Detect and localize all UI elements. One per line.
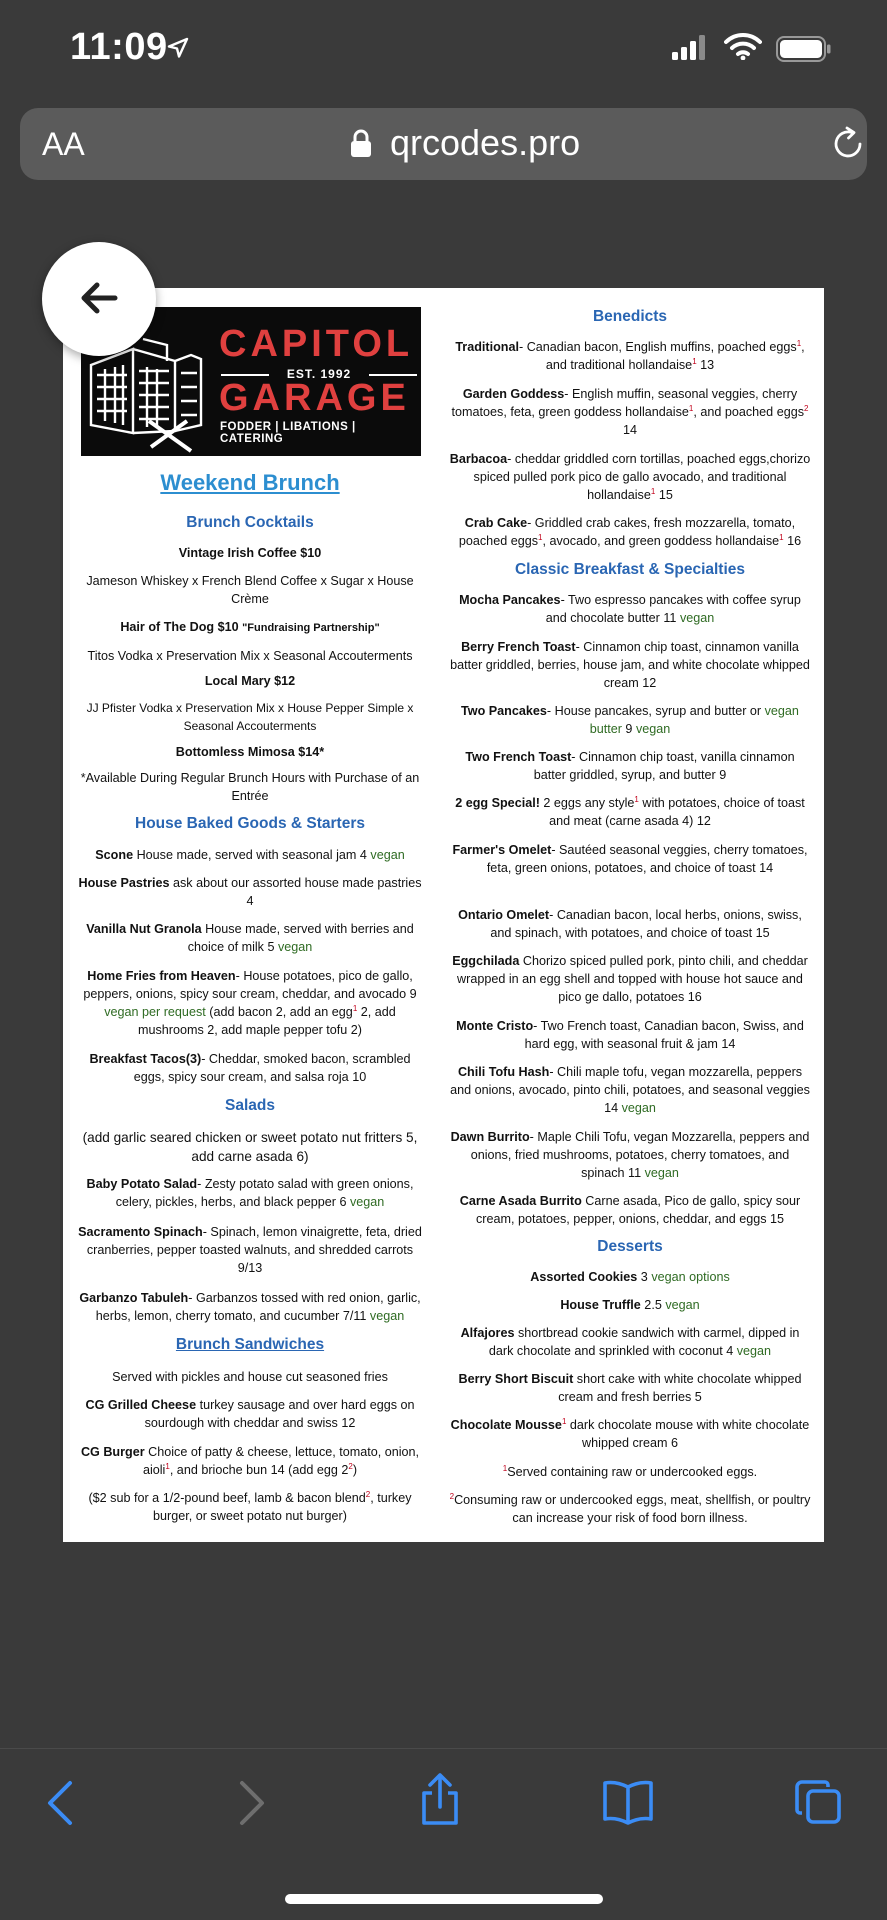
menu-item: CG Burger Choice of patty & cheese, lettuce, tomato, onion, aioli$^1$, and brioche bun 14 (add egg $2^2$) [80,1445,420,1477]
back-floating-button[interactable] [42,242,156,356]
sandwiches-note: Served with pickles and house cut seasoned fries [112,1370,388,1384]
menu-item: Sacramento Spinach- Spinach, lemon vinaigrette, feta, dried cranberries, pepper toasted walnuts, and shredded carrots 9/13 [78,1225,422,1275]
menu-item: Traditional- Canadian bacon, English muffins, poached eggs$^1$, and traditional hollandaise$^1$ 13 [455,338,805,372]
menu-item: Chocolate Mousse$^1$ dark chocolate mouse with white chocolate whipped cream 6 [450,1416,810,1450]
menu-item-desc: *Available During Regular Brunch Hours with Purchase of an Entrée [80,771,420,803]
menu-item: Alfajores shortbread cookie sandwich with carmel, dipped in dark chocolate and sprinkled with coconut 4 vegan [460,1326,800,1358]
menu-item: Two Pancakes- House pancakes, syrup and butter or vegan butter 9 vegan [461,704,799,736]
logo-est: EST. 1992 [221,367,417,381]
menu-item: Ontario Omelet- Canadian bacon, local herbs, onions, swiss, and spinach, with potatoes, and choice of toast 15 [458,908,802,940]
menu-item: Breakfast Tacos(3)- Cheddar, smoked bacon, scrambled eggs, spicy sour cream, and salsa roja 10 [89,1052,411,1084]
lock-icon [350,128,372,158]
menu-item: Chili Tofu Hash- Chili maple tofu, vegan mozzarella, peppers and onions, avocado, pinto chili, potatoes, and seasonal veggies 14 vegan [450,1065,810,1115]
menu-item: Vintage Irish Coffee $10 [178,546,322,560]
menu-item: Monte Cristo- Two French toast, Canadian bacon, Swiss, and hard egg, with seasonal fruit & jam 14 [456,1019,804,1051]
baked-goods-heading: House Baked Goods & Starters [135,815,365,832]
benedicts-heading: Benedicts [592,308,668,325]
share-icon[interactable] [418,1771,462,1827]
logo-line1: CAPITOL [219,323,414,365]
menu-item: Farmer's Omelet- Sautéed seasonal veggies, cherry tomatoes, feta, green onions, potatoes, and choice of toast 14 [452,843,808,875]
wifi-icon [724,32,762,60]
menu-item: Crab Cake- Griddled crab cakes, fresh mozzarella, tomato, poached eggs$^1$, avocado, and green goddess hollandaise$^1$ 16 [458,516,802,548]
menu-item: Bottomless Mimosa $14* [175,745,325,759]
menu-item: 2 egg Special! 2 eggs any style$^1$ with potatoes, choice of toast and meat (carne asada 4) 12 [455,794,805,828]
menu-item: Garden Goddess- English muffin, seasonal veggies, cherry tomatoes, feta, green goddess hollandaise$^1$, and poached eggs$^2$ 14 [451,387,809,437]
menu-item-desc: ($2 sub for a 1/2-pound beef, lamb & bacon blend$^2$, turkey burger, or sweet potato nut burger) [88,1489,412,1523]
logo-tagline: FODDER | LIBATIONS | CATERING [220,421,356,445]
url-host[interactable]: qrcodes.pro [390,122,581,163]
reader-settings-button[interactable]: AA [42,126,85,162]
menu-title: Weekend Brunch [160,470,340,495]
arrow-left-icon [79,280,119,316]
back-icon[interactable] [44,1779,74,1827]
menu-item: CG Grilled Cheese turkey sausage and over hard eggs on sourdough with cheddar and swiss 12 [85,1398,415,1430]
footnote-raw-eggs: $^1$Served containing raw or undercooked eggs. [502,1463,758,1479]
menu-item: Berry French Toast- Cinnamon chip toast, cinnamon vanilla batter griddled, berries, house jam, and white chocolate whipped cream 12 [450,640,810,690]
menu-item: Home Fries from Heaven- House potatoes, pico de gallo, peppers, onions, spicy sour cream, cheddar, and avocado 9 vegan per request (add bacon 2, add an egg$^1$ 2, add mushrooms 2, add maple pepper tofu 2) [83,969,417,1037]
menu-item: Baby Potato Salad- Zesty potato salad with green onions, celery, pickles, herbs, and black pepper 6 vegan [86,1177,414,1209]
menu-item: House Pastries ask about our assorted house made pastries 4 [78,876,422,908]
menu-item: Hair of The Dog $10 "Fundraising Partnership" [120,620,380,634]
menu-item-desc: Jameson Whiskey x French Blend Coffee x Sugar x House Crème [86,574,414,606]
menu-item-desc: Titos Vodka x Preservation Mix x Seasonal Accouterments [87,649,413,663]
menu-item: Scone House made, served with seasonal jam 4 vegan [95,848,405,862]
salads-heading: Salads [225,1097,275,1114]
menu-item: Vanilla Nut Granola House made, served with berries and choice of milk 5 vegan [86,922,414,954]
menu-item-desc: JJ Pfister Vodka x Preservation Mix x House Pepper Simple x Seasonal Accouterments [86,701,414,733]
desserts-heading: Desserts [597,1238,663,1255]
location-arrow-icon [166,36,190,60]
menu-item: Carne Asada Burrito Carne asada, Pico de gallo, spicy sour cream, potatoes, pepper, onions, cheddar, and eggs 15 [459,1194,801,1226]
menu-item: Barbacoa- cheddar griddled corn tortillas, poached eggs,chorizo spiced pulled pork pico de gallo avocado, and traditional hollandaise$^1$ 15 [449,452,811,502]
menu-item: Dawn Burrito- Maple Chili Tofu, vegan Mozzarella, peppers and onions, fried mushrooms, potatoes, cherry tomatoes, and spinach 11 vegan [450,1130,810,1180]
classic-breakfast-heading: Classic Breakfast & Specialties [514,561,746,578]
menu-item: Garbanzo Tabuleh- Garbanzos tossed with red onion, garlic, herbs, lemon, cherry tomato, and cucumber 7/11 vegan [79,1291,421,1323]
reload-icon[interactable] [830,126,866,162]
home-indicator [285,1894,603,1904]
menu-item: Assorted Cookies 3 vegan options [530,1270,730,1284]
tabs-icon[interactable] [794,1779,842,1827]
logo-line2: GARAGE [219,377,410,419]
cocktails-heading: Brunch Cocktails [186,514,314,531]
salads-note: (add garlic seared chicken or sweet potato nut fritters 5, add carne asada 6) [82,1130,418,1164]
menu-item: Berry Short Biscuit short cake with white chocolate whipped cream and fresh berries 5 [458,1372,802,1404]
menu-page [63,288,824,1542]
menu-item: Mocha Pancakes- Two espresso pancakes with coffee syrup and chocolate butter 11 vegan [459,593,801,625]
status-time: 11:09 [70,26,168,68]
battery-icon [776,36,832,62]
status-bar [0,0,887,100]
menu-item: Eggchilada Chorizo spiced pulled pork, pinto chili, and cheddar wrapped in an egg shell and topped with house hot sauce and pico ge dallo, potatoes 16 [452,954,808,1004]
cellular-signal-icon [672,34,706,60]
bookmarks-icon[interactable] [602,1779,654,1825]
menu-item: House Truffle 2.5 vegan [560,1298,700,1312]
footnote-consuming-raw: $^2$Consuming raw or undercooked eggs, meat, shellfish, or poultry can increase your risk of food born illness. [449,1491,811,1525]
sandwiches-heading: Brunch Sandwiches [175,1336,325,1353]
menu-item: Local Mary $12 [204,674,296,688]
menu-item: Two French Toast- Cinnamon chip toast, vanilla cinnamon batter griddled, syrup, and butter 9 [465,750,795,782]
address-bar[interactable] [20,108,867,180]
forward-icon[interactable] [238,1779,268,1827]
